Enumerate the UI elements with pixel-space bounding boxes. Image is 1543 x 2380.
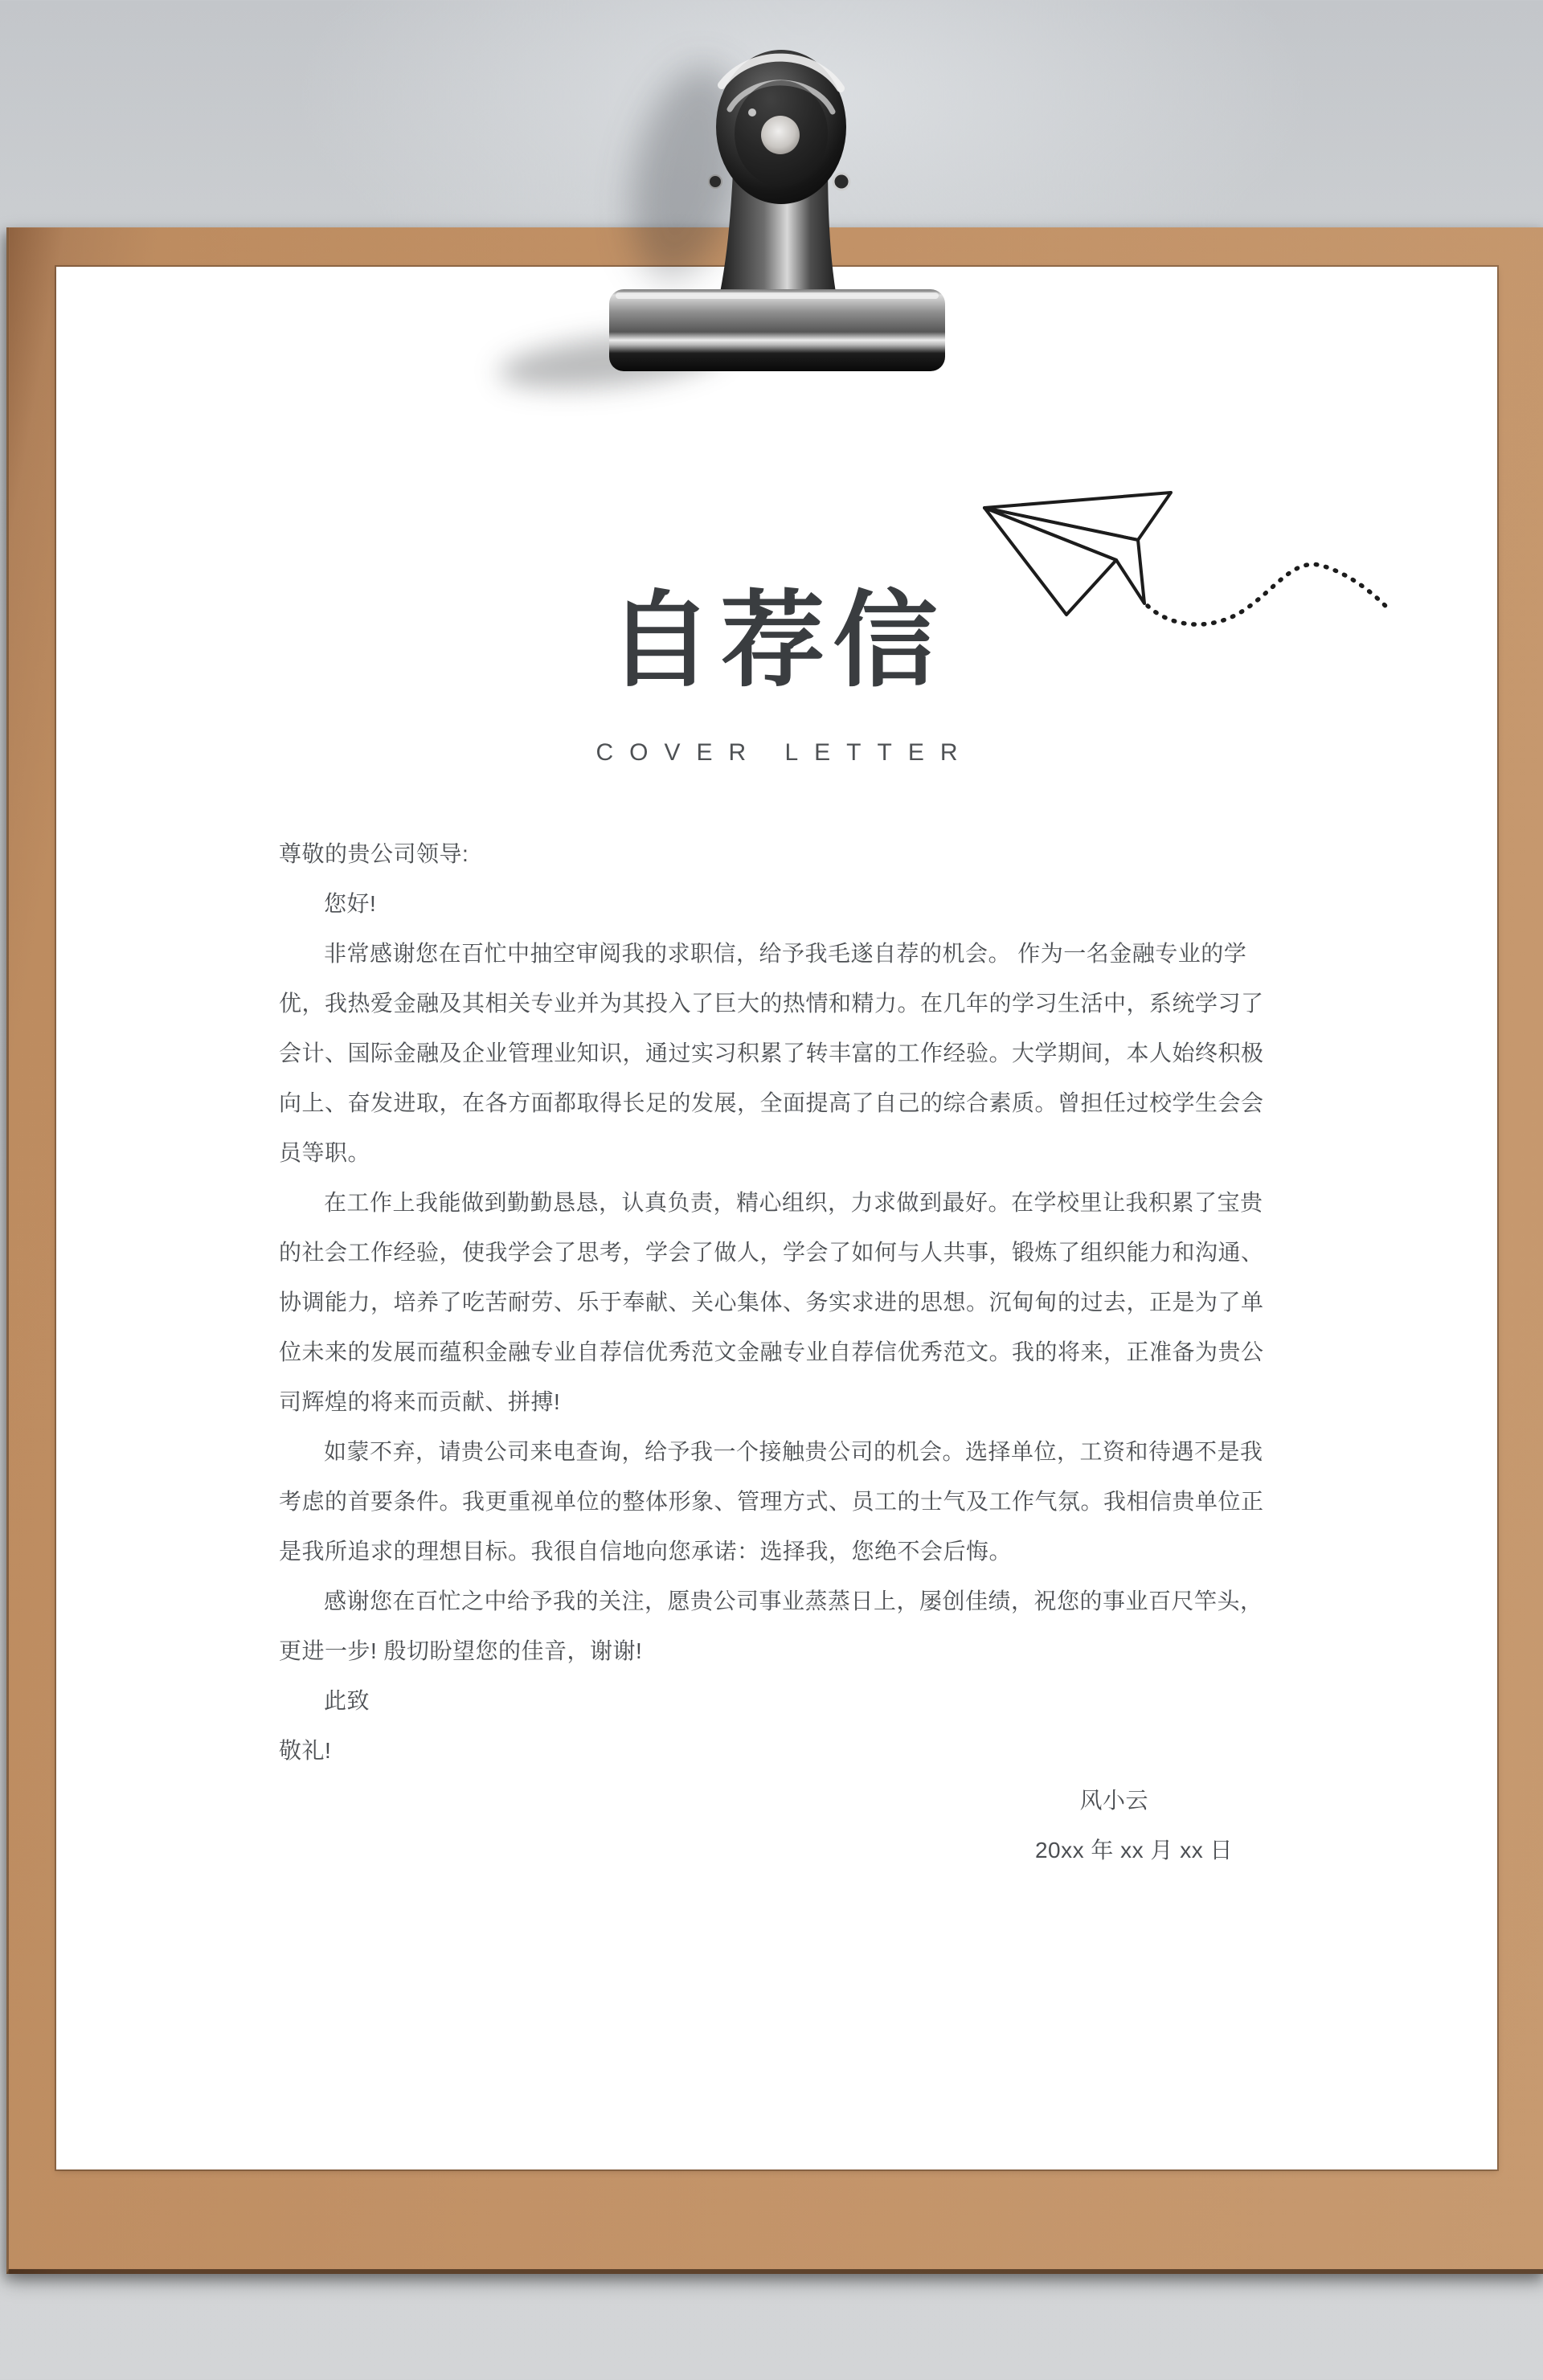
greeting-line: 您好! bbox=[324, 891, 377, 916]
bulldog-clip-icon bbox=[595, 35, 956, 386]
letter-title: 自荐信 bbox=[608, 579, 946, 701]
clip-jaw bbox=[609, 289, 945, 371]
body-line: 司辉煌的将来而贡献、拼搏! bbox=[279, 1389, 561, 1414]
body-line: 员等职。 bbox=[279, 1140, 371, 1165]
body-line: 更进一步! 殷切盼望您的佳音，谢谢! bbox=[279, 1638, 643, 1663]
paper-sheet bbox=[56, 267, 1497, 2169]
body-line: 优，我热爱金融及其相关专业并为其投入了巨大的热情和精力。在几年的学习生活中，系统学习了 bbox=[279, 991, 1264, 1016]
body-line: 位未来的发展而蕴积金融专业自荐信优秀范文金融专业自荐信优秀范文。我的将来，正准备为贵公 bbox=[279, 1339, 1264, 1364]
salutation-line: 尊敬的贵公司领导: bbox=[279, 841, 469, 866]
body-line: 的社会工作经验，使我学会了思考，学会了做人，学会了如何与人共事，锻炼了组织能力和沟通、 bbox=[279, 1240, 1264, 1265]
body-line: 是我所追求的理想目标。我很自信地向您承诺：选择我，您绝不会后悔。 bbox=[279, 1539, 1013, 1564]
body-line: 考虑的首要条件。我更重视单位的整体形象、管理方式、员工的士气及工作气氛。我相信贵单位正 bbox=[279, 1489, 1264, 1514]
clip-coil-hole bbox=[761, 116, 800, 154]
body-line: 向上、奋发进取，在各方面都取得长足的发展，全面提高了自己的综合素质。曾担任过校学生会会 bbox=[279, 1090, 1264, 1115]
signature-date: 20xx 年 xx 月 xx 日 bbox=[1034, 1838, 1233, 1863]
body-line: 如蒙不弃，请贵公司来电查询，给予我一个接触贵公司的机会。选择单位，工资和待遇不是我 bbox=[324, 1439, 1263, 1464]
body-line: 感谢您在百忙之中给予我的关注，愿贵公司事业蒸蒸日上，屡创佳绩，祝您的事业百尺竿头， bbox=[324, 1589, 1263, 1613]
signature-name: 风小云 bbox=[1079, 1788, 1148, 1813]
closing-line: 敬礼! bbox=[279, 1738, 332, 1763]
body-line: 会计、国际金融及企业管理业知识，通过实习积累了转丰富的工作经验。大学期间，本人始终积极 bbox=[279, 1041, 1264, 1065]
body-line: 协调能力，培养了吃苦耐劳、乐于奉献、关心集体、务实求进的思想。沉甸甸的过去，正是为了单 bbox=[279, 1290, 1264, 1315]
closing-line: 此致 bbox=[324, 1688, 370, 1713]
body-line: 非常感谢您在百忙中抽空审阅我的求职信，给予我毛遂自荐的机会。 作为一名金融专业的学 bbox=[324, 941, 1247, 966]
letter-subtitle: COVER LETTER bbox=[596, 739, 974, 766]
letter-body bbox=[279, 829, 1269, 1875]
body-line: 在工作上我能做到勤勤恳恳，认真负责，精心组织，力求做到最好。在学校里让我积累了宝贵 bbox=[324, 1190, 1263, 1215]
